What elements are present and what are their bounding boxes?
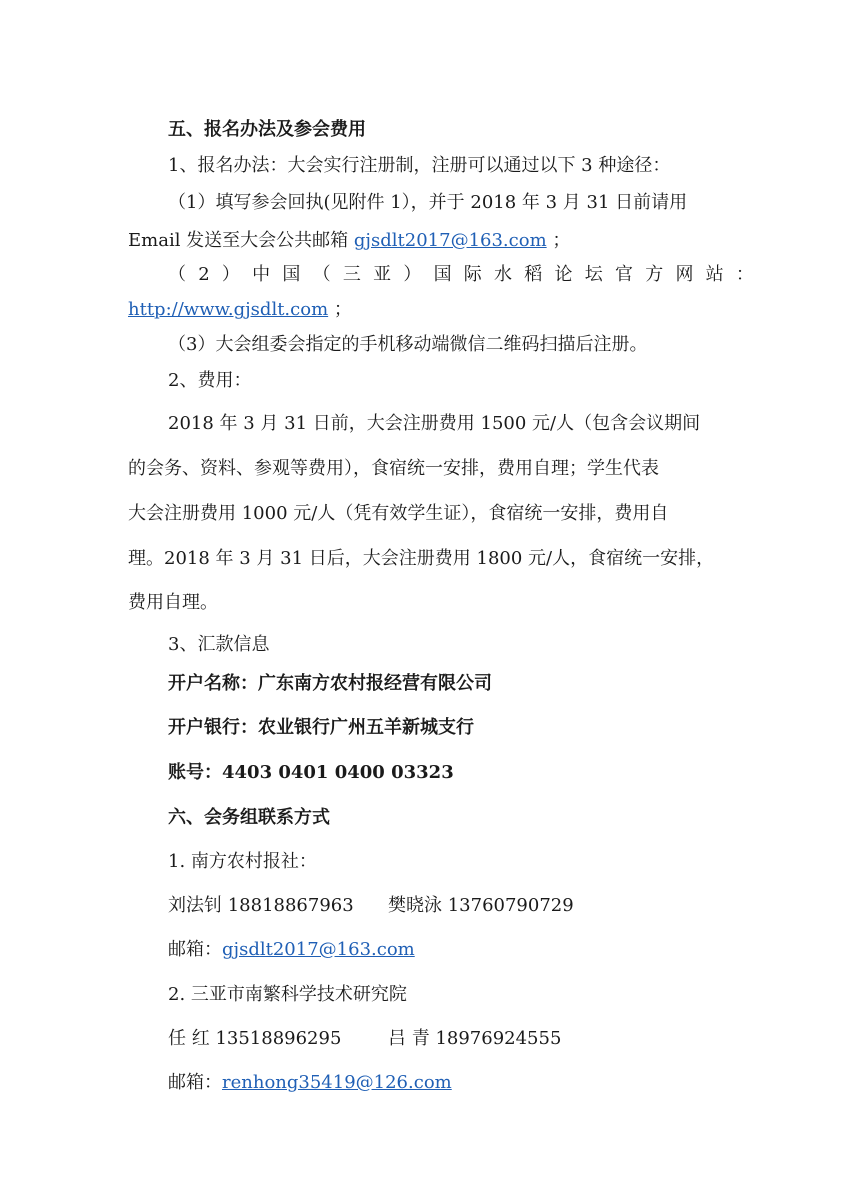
way2-char: ） [221, 264, 240, 285]
fee-line: 2018 年 3 月 31 日前，大会注册费用 1500 元/人（包含会议期间 [168, 413, 701, 434]
org2-email-row [168, 1071, 452, 1095]
org1-contact: 樊晓泳 13760790729 [388, 895, 574, 916]
way2-line1 [168, 263, 754, 287]
fee-line: 的会务、资料、参观等费用），食宿统一安排，费用自理；学生代表 [128, 458, 659, 479]
way2-char: 方 [645, 264, 664, 285]
way2-line2 [128, 298, 352, 322]
bank-name: 开户银行：农业银行广州五羊新城支行 [168, 717, 474, 738]
account-name: 开户名称：广东南方农村报经营有限公司 [168, 673, 492, 694]
way2-char: 2 [198, 264, 210, 285]
way2-char: 三 [342, 264, 361, 285]
way2-char: 亚 [373, 264, 392, 285]
way2-char: 国 [282, 264, 301, 285]
fee-line: 费用自理。 [128, 592, 218, 613]
section5-heading: 五、报名办法及参会费用 [168, 119, 366, 140]
way1-suffix: ； [546, 230, 571, 251]
way2-char: 国 [433, 264, 452, 285]
org1-email-link[interactable]: gjsdlt2017@163.com [222, 939, 415, 960]
way2-char: ： [735, 264, 754, 285]
remittance-title: 3、汇款信息 [168, 634, 270, 655]
way2-char: 官 [614, 264, 633, 285]
way2-char: （ [312, 264, 331, 285]
org2-email-link[interactable]: renhong35419@126.com [222, 1072, 452, 1093]
org2-contact: 吕 青 18976924555 [388, 1028, 562, 1049]
way2-char: 坛 [584, 264, 603, 285]
way2-char: 水 [494, 264, 513, 285]
official-website-link[interactable]: http://www.gjsdlt.com [128, 299, 329, 320]
way2-suffix: ； [328, 299, 352, 320]
way1-line2 [128, 229, 570, 253]
way2-char: 站 [705, 264, 724, 285]
way2-char: 稻 [524, 264, 543, 285]
fee-title: 2、费用： [168, 370, 252, 391]
way1-line1: （1）填写参会回执(见附件 1），并于 2018 年 3 月 31 日前请用 [168, 192, 688, 213]
email-label: 邮箱： [168, 939, 222, 960]
way2-char: 论 [554, 264, 573, 285]
registration-method-title: 1、报名办法：大会实行注册制，注册可以通过以下 3 种途径： [168, 155, 671, 176]
org1-name: 1. 南方农村报社： [168, 851, 317, 872]
way2-char: 际 [463, 264, 482, 285]
org2-contact: 任 红 13518896295 [168, 1028, 342, 1049]
section6-heading: 六、会务组联系方式 [168, 807, 330, 828]
fee-line: 理。2018 年 3 月 31 日后，大会注册费用 1800 元/人，食宿统一安排， [128, 548, 715, 569]
org1-email-row [168, 938, 415, 962]
org2-name: 2. 三亚市南繁科学技术研究院 [168, 984, 407, 1005]
way2-char: （ [168, 264, 186, 285]
way2-char: 中 [252, 264, 271, 285]
way2-char: ） [403, 264, 422, 285]
way3-text: （3）大会组委会指定的手机移动端微信二维码扫描后注册。 [168, 334, 648, 355]
fee-line: 大会注册费用 1000 元/人（凭有效学生证），食宿统一安排，费用自 [128, 503, 669, 524]
account-number: 账号：4403 0401 0400 03323 [168, 762, 454, 783]
email-label: 邮箱： [168, 1072, 222, 1093]
org1-contact: 刘法钊 18818867963 [168, 895, 354, 916]
way2-char: 网 [675, 264, 694, 285]
way1-prefix: Email 发送至大会公共邮箱 [128, 230, 354, 251]
public-email-link[interactable]: gjsdlt2017@163.com [353, 230, 547, 251]
